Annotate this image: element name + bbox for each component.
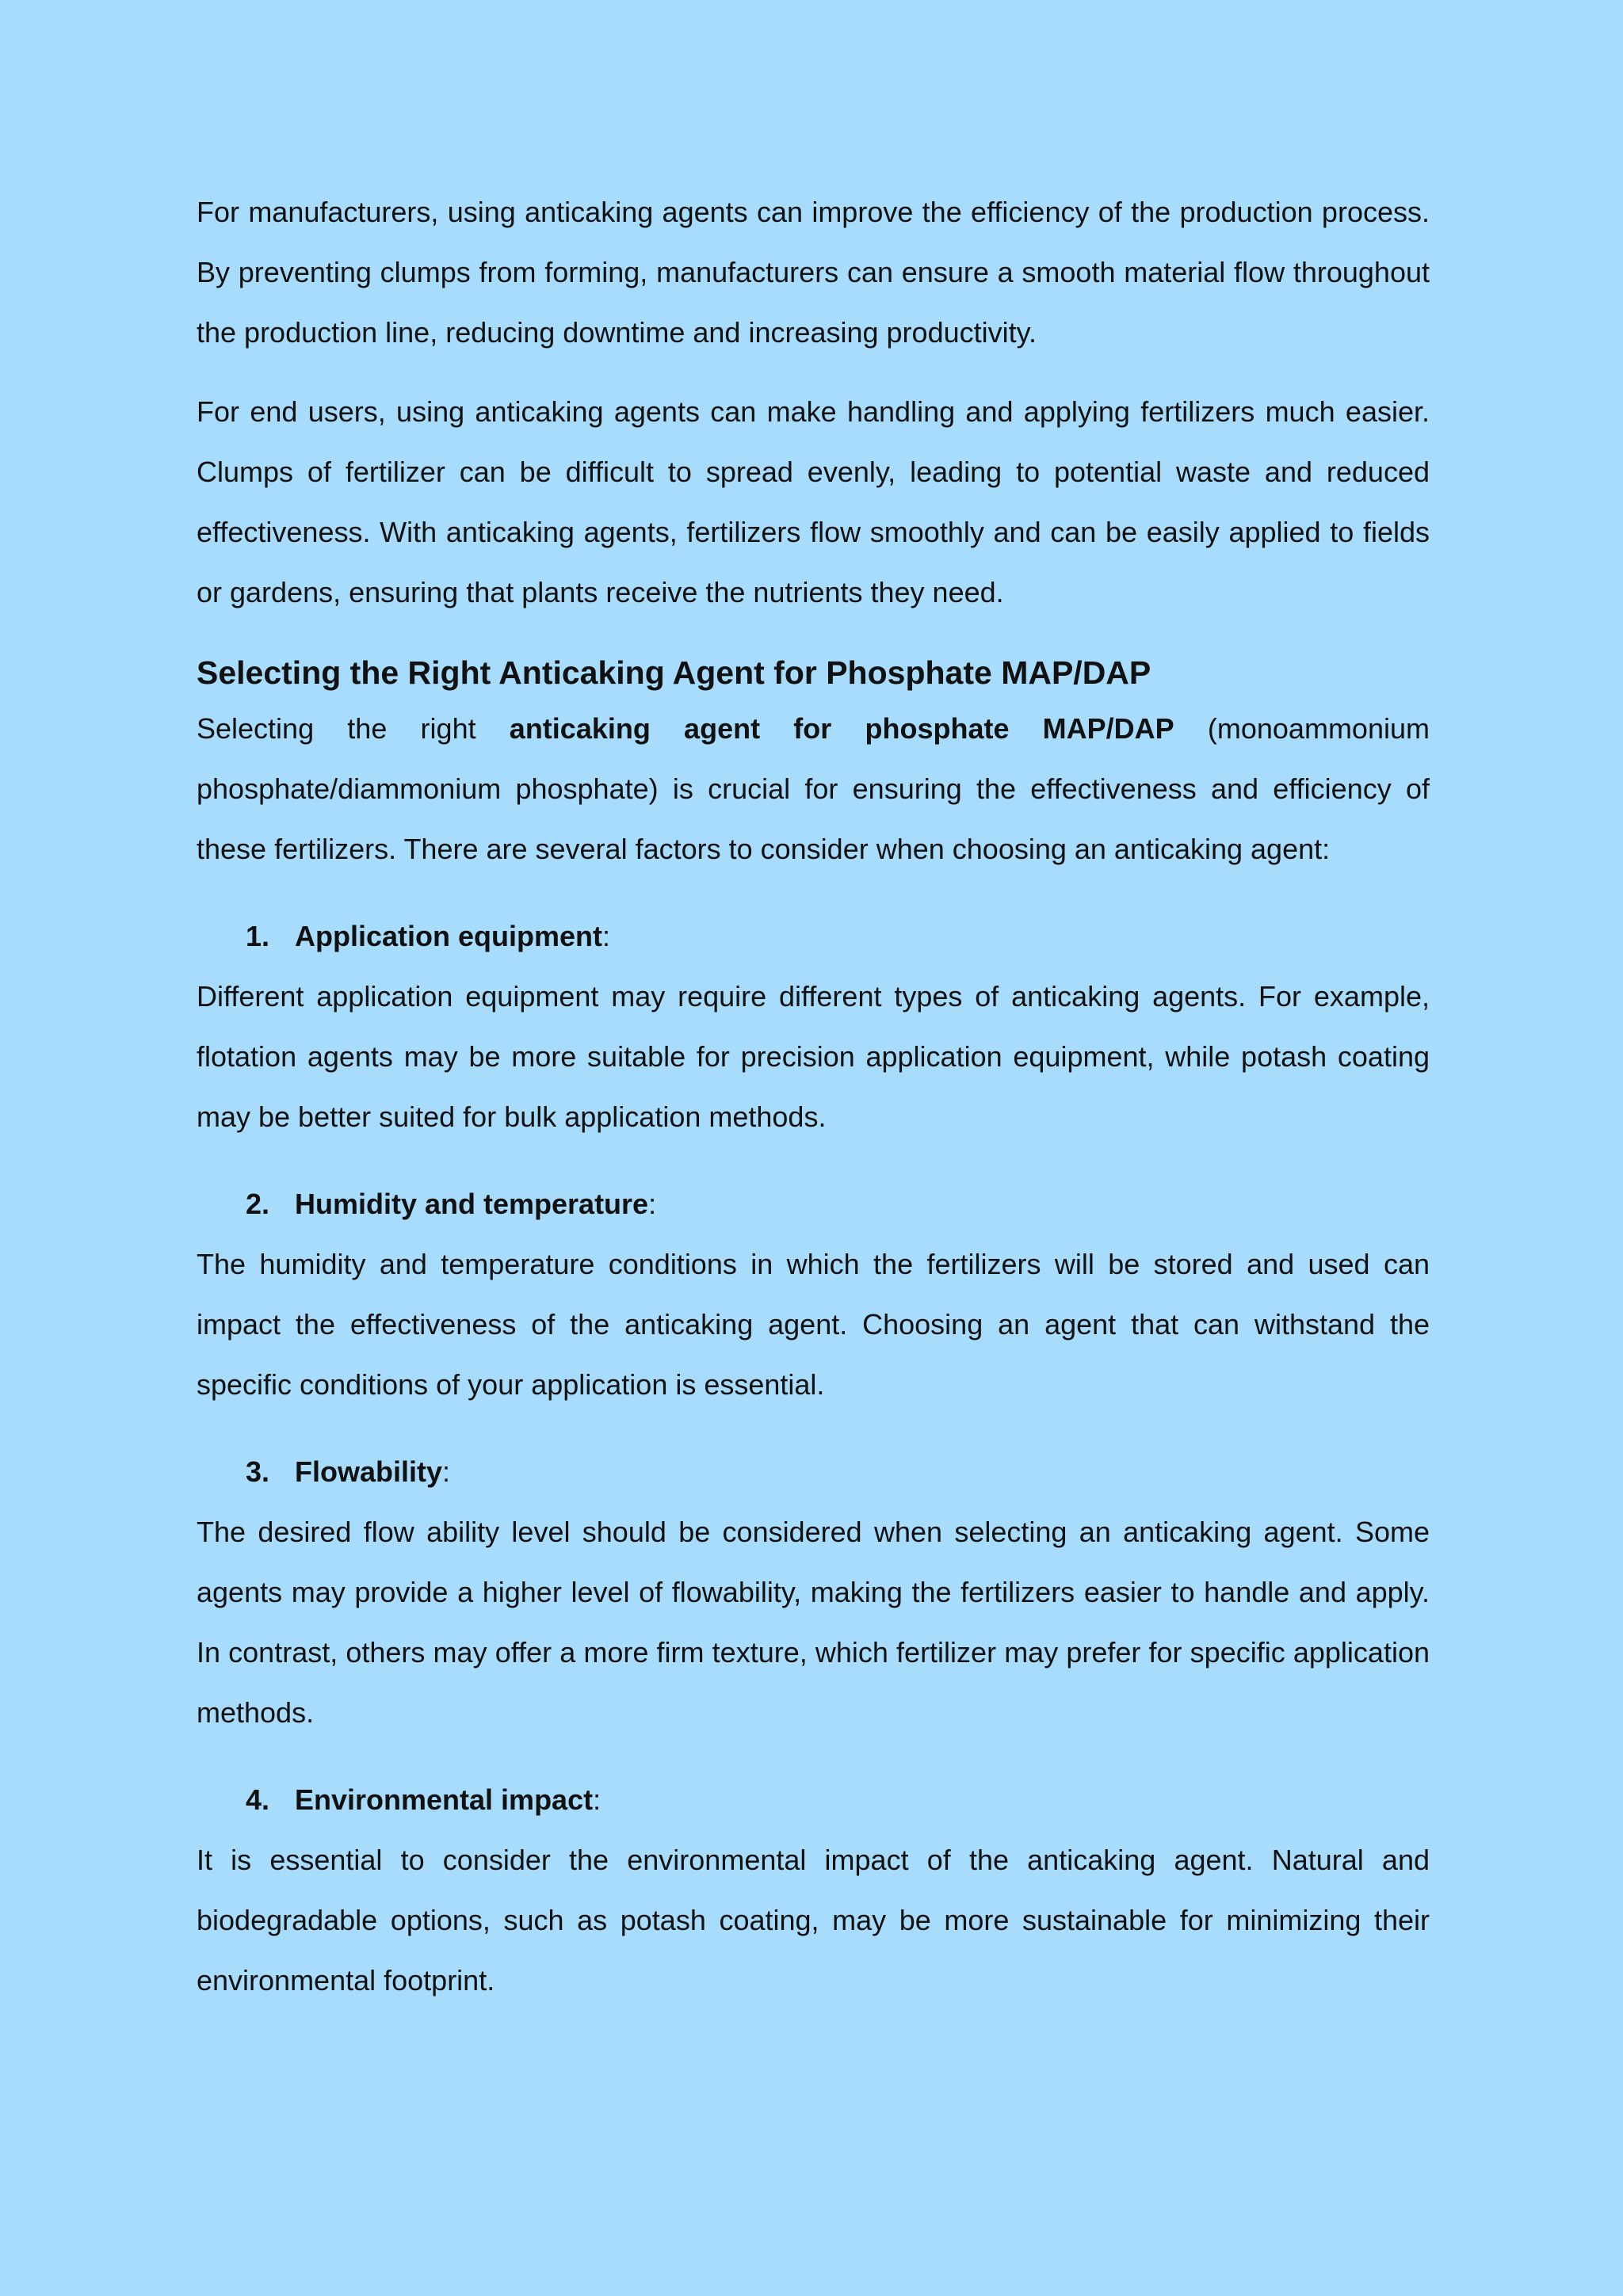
factor-heading-4 xyxy=(197,1770,1430,1830)
section-heading: Selecting the Right Anticaking Agent for Phosphate MAP/DAP xyxy=(197,654,1151,691)
factor-title: Application equipment xyxy=(295,920,603,952)
factor-heading-3 xyxy=(197,1442,1430,1502)
factor-colon: : xyxy=(593,1783,601,1816)
document-content xyxy=(197,182,1430,2038)
factor-title: Environmental impact xyxy=(295,1783,594,1816)
section-intro xyxy=(197,699,1430,879)
factor-title: Humidity and temperature xyxy=(295,1188,649,1220)
factor-title: Flowability xyxy=(295,1455,443,1488)
paragraph-manufacturers: For manufacturers, using anticaking agents can improve the efficiency of the production process. By preventing clumps from forming, manufacturers can ensure a smooth material flow throughout the production line, reducing downtime and increasing productivity. xyxy=(197,196,1430,349)
factor-colon: : xyxy=(442,1455,451,1488)
factor-number: 2. xyxy=(246,1188,270,1220)
intro-text-end: (monoammonium phosphate/diammonium phosphate) is crucial for ensuring the effectiveness and efficiency of these fertilizers. There are several factors to consider when choosing an anticaking agent: xyxy=(197,712,1430,865)
intro-bold-phrase: anticaking agent for phosphate MAP/DAP xyxy=(509,712,1174,745)
factor-heading-1 xyxy=(197,906,1430,967)
factor-text-4: It is essential to consider the environmental impact of the anticaking agent. Natural and biodegradable options, such as potash coating, may be more sustainable for minimizing their environmental footprint. xyxy=(197,1844,1430,1997)
paragraph-end-users: For end users, using anticaking agents can make handling and applying fertilizers much easier. Clumps of fertilizer can be difficult to spread evenly, leading to potential waste and reduced effectiveness. With anticaking agents, fertilizers flow smoothly and can be easily applied to fields or gardens, ensuring that plants receive the nutrients they need. xyxy=(197,395,1430,608)
factor-text-1: Different application equipment may require different types of anticaking agents. For example, flotation agents may be more suitable for precision application equipment, while potash coating may be better suited for bulk application methods. xyxy=(197,980,1430,1133)
factor-colon: : xyxy=(648,1188,657,1220)
factor-colon: : xyxy=(602,920,611,952)
factor-number: 1. xyxy=(246,920,270,952)
factor-text-3: The desired flow ability level should be considered when selecting an anticaking agent. Some agents may provide a higher level of flowability, making the fertilizers easier to handle and apply. In contrast, others may offer a more firm texture, which fertilizer may prefer for specific application methods. xyxy=(197,1516,1430,1729)
factor-number: 4. xyxy=(246,1783,270,1816)
factor-number: 3. xyxy=(246,1455,270,1488)
factor-text-2: The humidity and temperature conditions in which the fertilizers will be stored and used can impact the effectiveness of the anticaking agent. Choosing an agent that can withstand the specific conditions of your application is essential. xyxy=(197,1248,1430,1401)
factor-heading-2 xyxy=(197,1174,1430,1234)
intro-text-start: Selecting the right xyxy=(197,712,510,745)
